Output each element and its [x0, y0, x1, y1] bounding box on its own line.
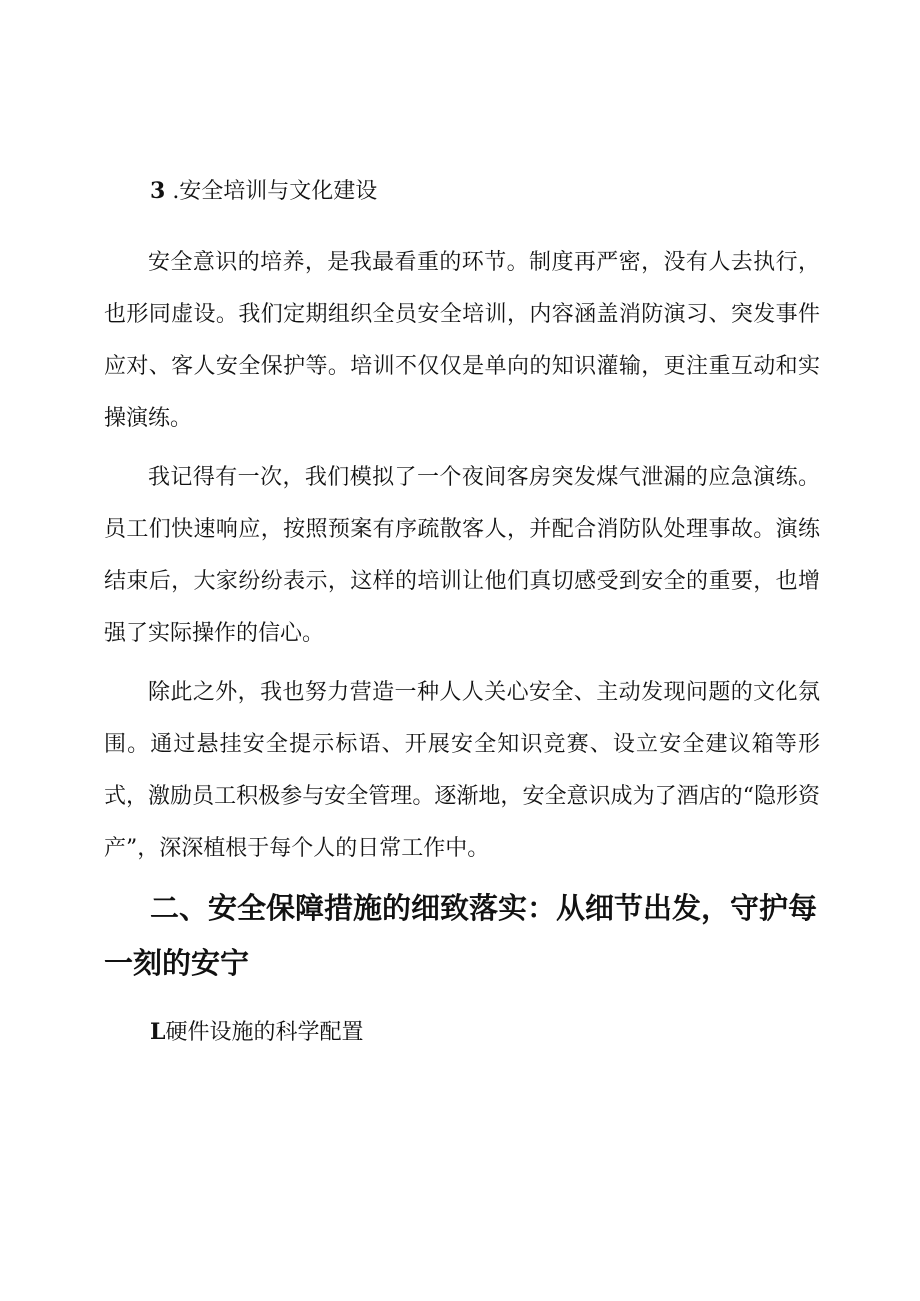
paragraph-training: 安全意识的培养，是我最看重的环节。制度再严密，没有人去执行，也形同虚设。我们定期组织全员安全培训，内容涵盖消防演习、突发事件应对、客人安全保护等。培训不仅仅是单向的知识灌输，更注重互动和实操演练。 — [104, 250, 820, 431]
subheading-title: .安全培训与文化建设 — [172, 179, 378, 204]
subheading-title: 硬件设施的科学配置 — [165, 1020, 364, 1045]
subheading-number: 3 — [150, 178, 166, 204]
subheading-hardware — [150, 1017, 363, 1048]
section-heading: 二、安全保障措施的细致落实：从细节出发，守护每一刻的安宁 — [104, 891, 818, 980]
paragraph-culture: 除此之外，我也努力营造一种人人关心安全、主动发现问题的文化氛围。通过悬挂安全提示标语、开展安全知识竞赛、设立安全建议箱等形式，激励员工积极参与安全管理。逐渐地，安全意识成为了酒店的“隐形资产”，深深植根于每个人的日常工作中。 — [104, 680, 820, 861]
subheading-number: L — [150, 1019, 166, 1045]
subheading-training-culture — [150, 176, 377, 207]
paragraph-drill: 我记得有一次，我们模拟了一个夜间客房突发煤气泄漏的应急演练。员工们快速响应，按照预案有序疏散客人，并配合消防队处理事故。演练结束后，大家纷纷表示，这样的培训让他们真切感受到安全的重要，也增强了实际操作的信心。 — [104, 465, 820, 646]
